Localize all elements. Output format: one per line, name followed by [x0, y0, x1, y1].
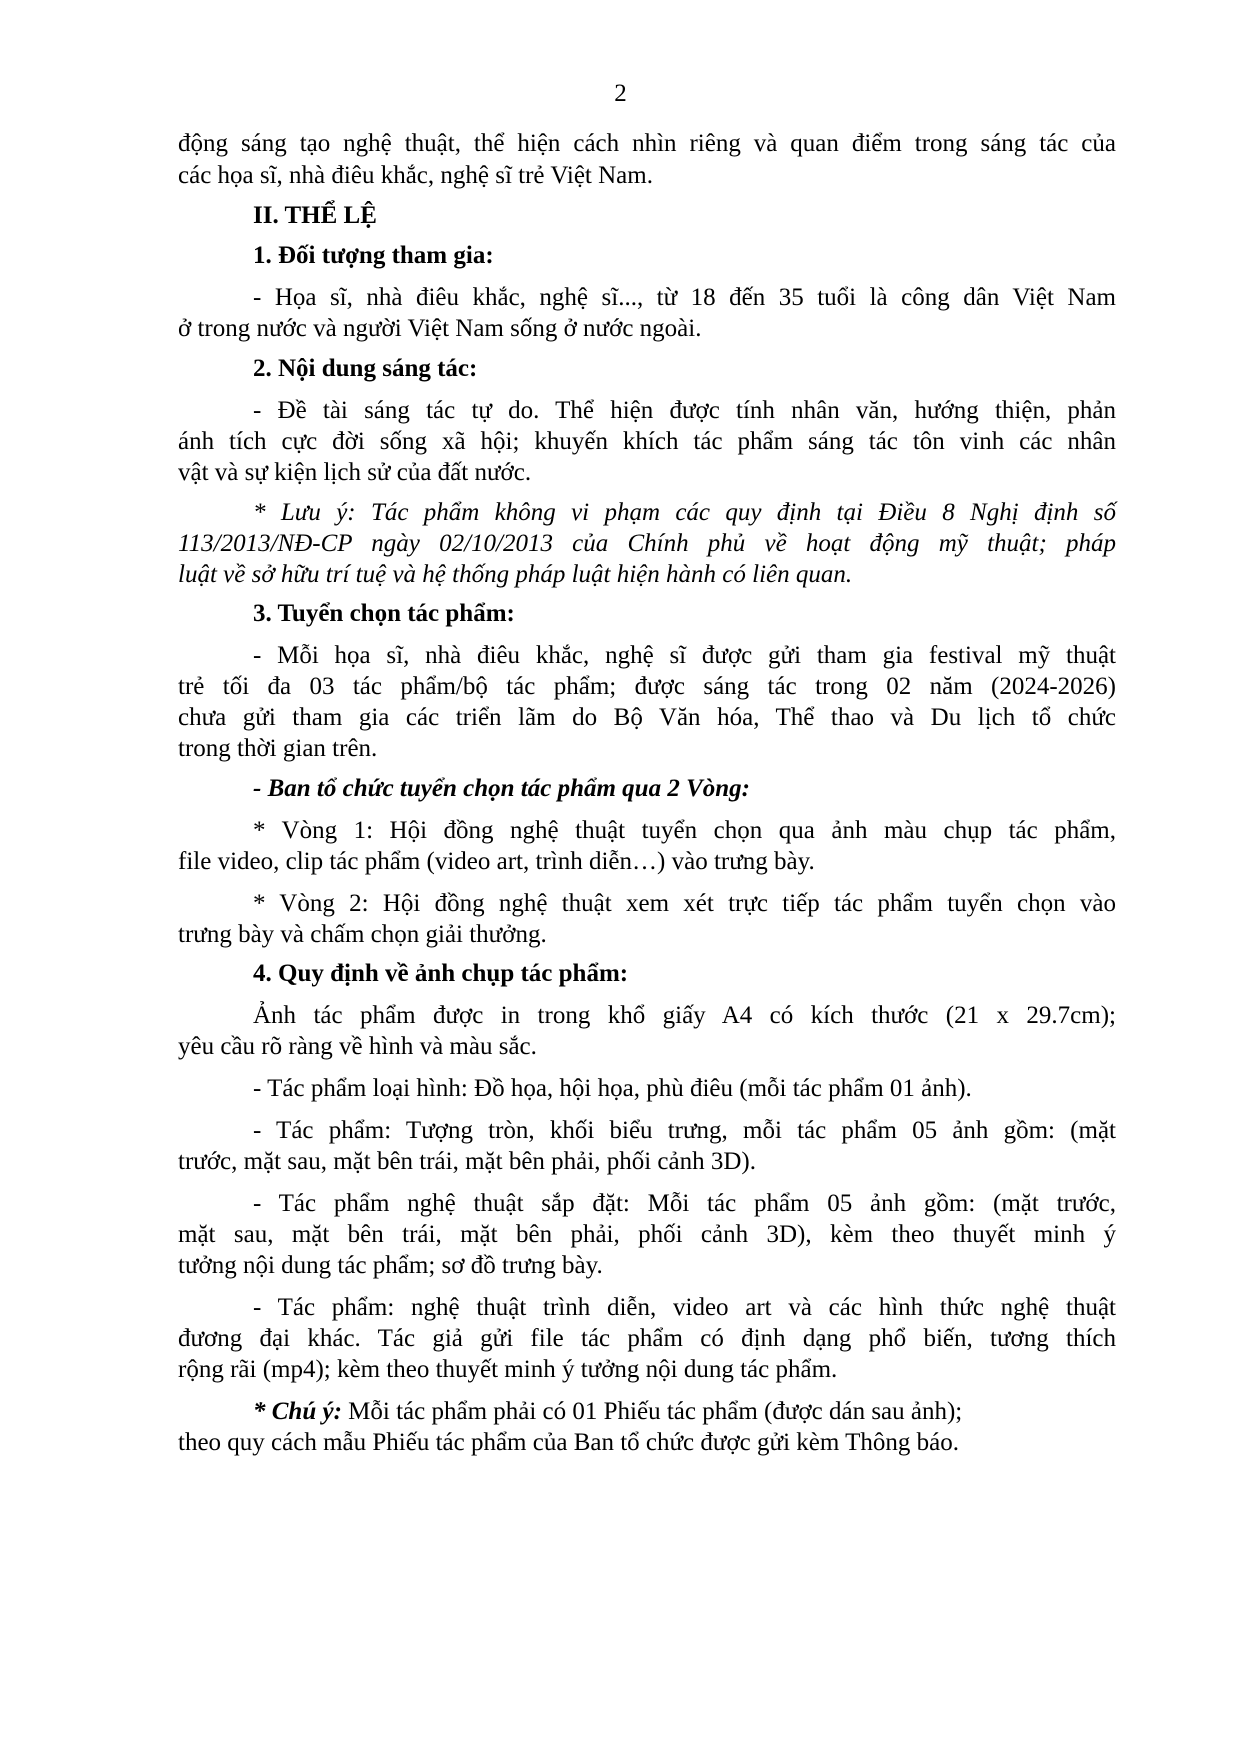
paragraph-line: trước, mặt sau, mặt bên trái, mặt bên phải, phối cảnh 3D). [178, 1148, 756, 1175]
rounds-heading: - Ban tổ chức tuyển chọn tác phẩm qua 2 Vòng: [253, 775, 750, 802]
paragraph-line: vật và sự kiện lịch sử của đất nước. [178, 459, 532, 486]
paragraph-line: chưa gửi tham gia các triển lãm do Bộ Văn hóa, Thể thao và Du lịch tổ chức [178, 704, 1116, 731]
heading-participants: 1. Đối tượng tham gia: [253, 242, 494, 269]
round-2-line: * Vòng 2: Hội đồng nghệ thuật xem xét trực tiếp tác phẩm tuyển chọn vào [253, 890, 1116, 917]
round-1-line: file video, clip tác phẩm (video art, trình diễn…) vào trưng bày. [178, 848, 815, 875]
paragraph-line: đương đại khác. Tác giả gửi file tác phẩm có định dạng phổ biến, tương thích [178, 1325, 1116, 1352]
paragraph-line: - Tác phẩm loại hình: Đồ họa, hội họa, phù điêu (mỗi tác phẩm 01 ảnh). [253, 1075, 972, 1102]
paragraph-line: - Tác phẩm: nghệ thuật trình diễn, video art và các hình thức nghệ thuật [253, 1294, 1116, 1321]
round-2-line: trưng bày và chấm chọn giải thưởng. [178, 921, 547, 948]
paragraph-line: trong thời gian trên. [178, 735, 378, 762]
paragraph-line: - Đề tài sáng tác tự do. Thể hiện được tính nhân văn, hướng thiện, phản [253, 397, 1116, 424]
paragraph-line: - Tác phẩm nghệ thuật sắp đặt: Mỗi tác phẩm 05 ảnh gồm: (mặt trước, [253, 1190, 1116, 1217]
intro-line: động sáng tạo nghệ thuật, thể hiện cách nhìn riêng và quan điểm trong sáng tác của [178, 130, 1116, 157]
page-number: 2 [614, 80, 627, 107]
paragraph-line: mặt sau, mặt bên trái, mặt bên phải, phối cảnh 3D), kèm theo thuyết minh ý [178, 1221, 1116, 1248]
round-1-line: * Vòng 1: Hội đồng nghệ thuật tuyển chọn qua ảnh màu chụp tác phẩm, [253, 817, 1116, 844]
paragraph-line: rộng rãi (mp4); kèm theo thuyết minh ý tưởng nội dung tác phẩm. [178, 1356, 838, 1383]
paragraph-line: Ảnh tác phẩm được in trong khổ giấy A4 có kích thước (21 x 29.7cm); [253, 1002, 1116, 1029]
paragraph-line: tưởng nội dung tác phẩm; sơ đồ trưng bày. [178, 1252, 603, 1279]
intro-line: các họa sĩ, nhà điêu khắc, nghệ sĩ trẻ Việt Nam. [178, 162, 653, 189]
final-note-line [253, 1396, 1116, 1428]
section-title: II. THỂ LỆ [253, 202, 377, 229]
paragraph-line: yêu cầu rõ ràng về hình và màu sắc. [178, 1033, 537, 1060]
paragraph-line: - Mỗi họa sĩ, nhà điêu khắc, nghệ sĩ được gửi tham gia festival mỹ thuật [253, 642, 1116, 669]
paragraph-line: - Họa sĩ, nhà điêu khắc, nghệ sĩ..., từ 18 đến 35 tuổi là công dân Việt Nam [253, 284, 1116, 311]
heading-selection: 3. Tuyển chọn tác phẩm: [253, 600, 515, 627]
paragraph-line: - Tác phẩm: Tượng tròn, khối biểu trưng, mỗi tác phẩm 05 ảnh gồm: (mặt [253, 1117, 1116, 1144]
note-text: Mỗi tác phẩm phải có 01 Phiếu tác phẩm (được dán sau ảnh); [341, 1398, 963, 1425]
paragraph-line: ở trong nước và người Việt Nam sống ở nước ngoài. [178, 315, 702, 342]
note-line: * Lưu ý: Tác phẩm không vi phạm các quy định tại Điều 8 Nghị định số [253, 499, 1116, 526]
note-label: * Chú ý: [253, 1398, 342, 1425]
paragraph-line: trẻ tối đa 03 tác phẩm/bộ tác phẩm; được sáng tác trong 02 năm (2024-2026) [178, 673, 1116, 700]
heading-photo-rules: 4. Quy định về ảnh chụp tác phẩm: [253, 960, 629, 987]
heading-content: 2. Nội dung sáng tác: [253, 355, 478, 382]
note-line: 113/2013/NĐ-CP ngày 02/10/2013 của Chính phủ về hoạt động mỹ thuật; pháp [178, 530, 1116, 557]
paragraph-line: ánh tích cực đời sống xã hội; khuyến khích tác phẩm sáng tác tôn vinh các nhân [178, 428, 1116, 455]
note-line: luật về sở hữu trí tuệ và hệ thống pháp luật hiện hành có liên quan. [178, 561, 853, 588]
final-note-line: theo quy cách mẫu Phiếu tác phẩm của Ban tổ chức được gửi kèm Thông báo. [178, 1429, 959, 1456]
